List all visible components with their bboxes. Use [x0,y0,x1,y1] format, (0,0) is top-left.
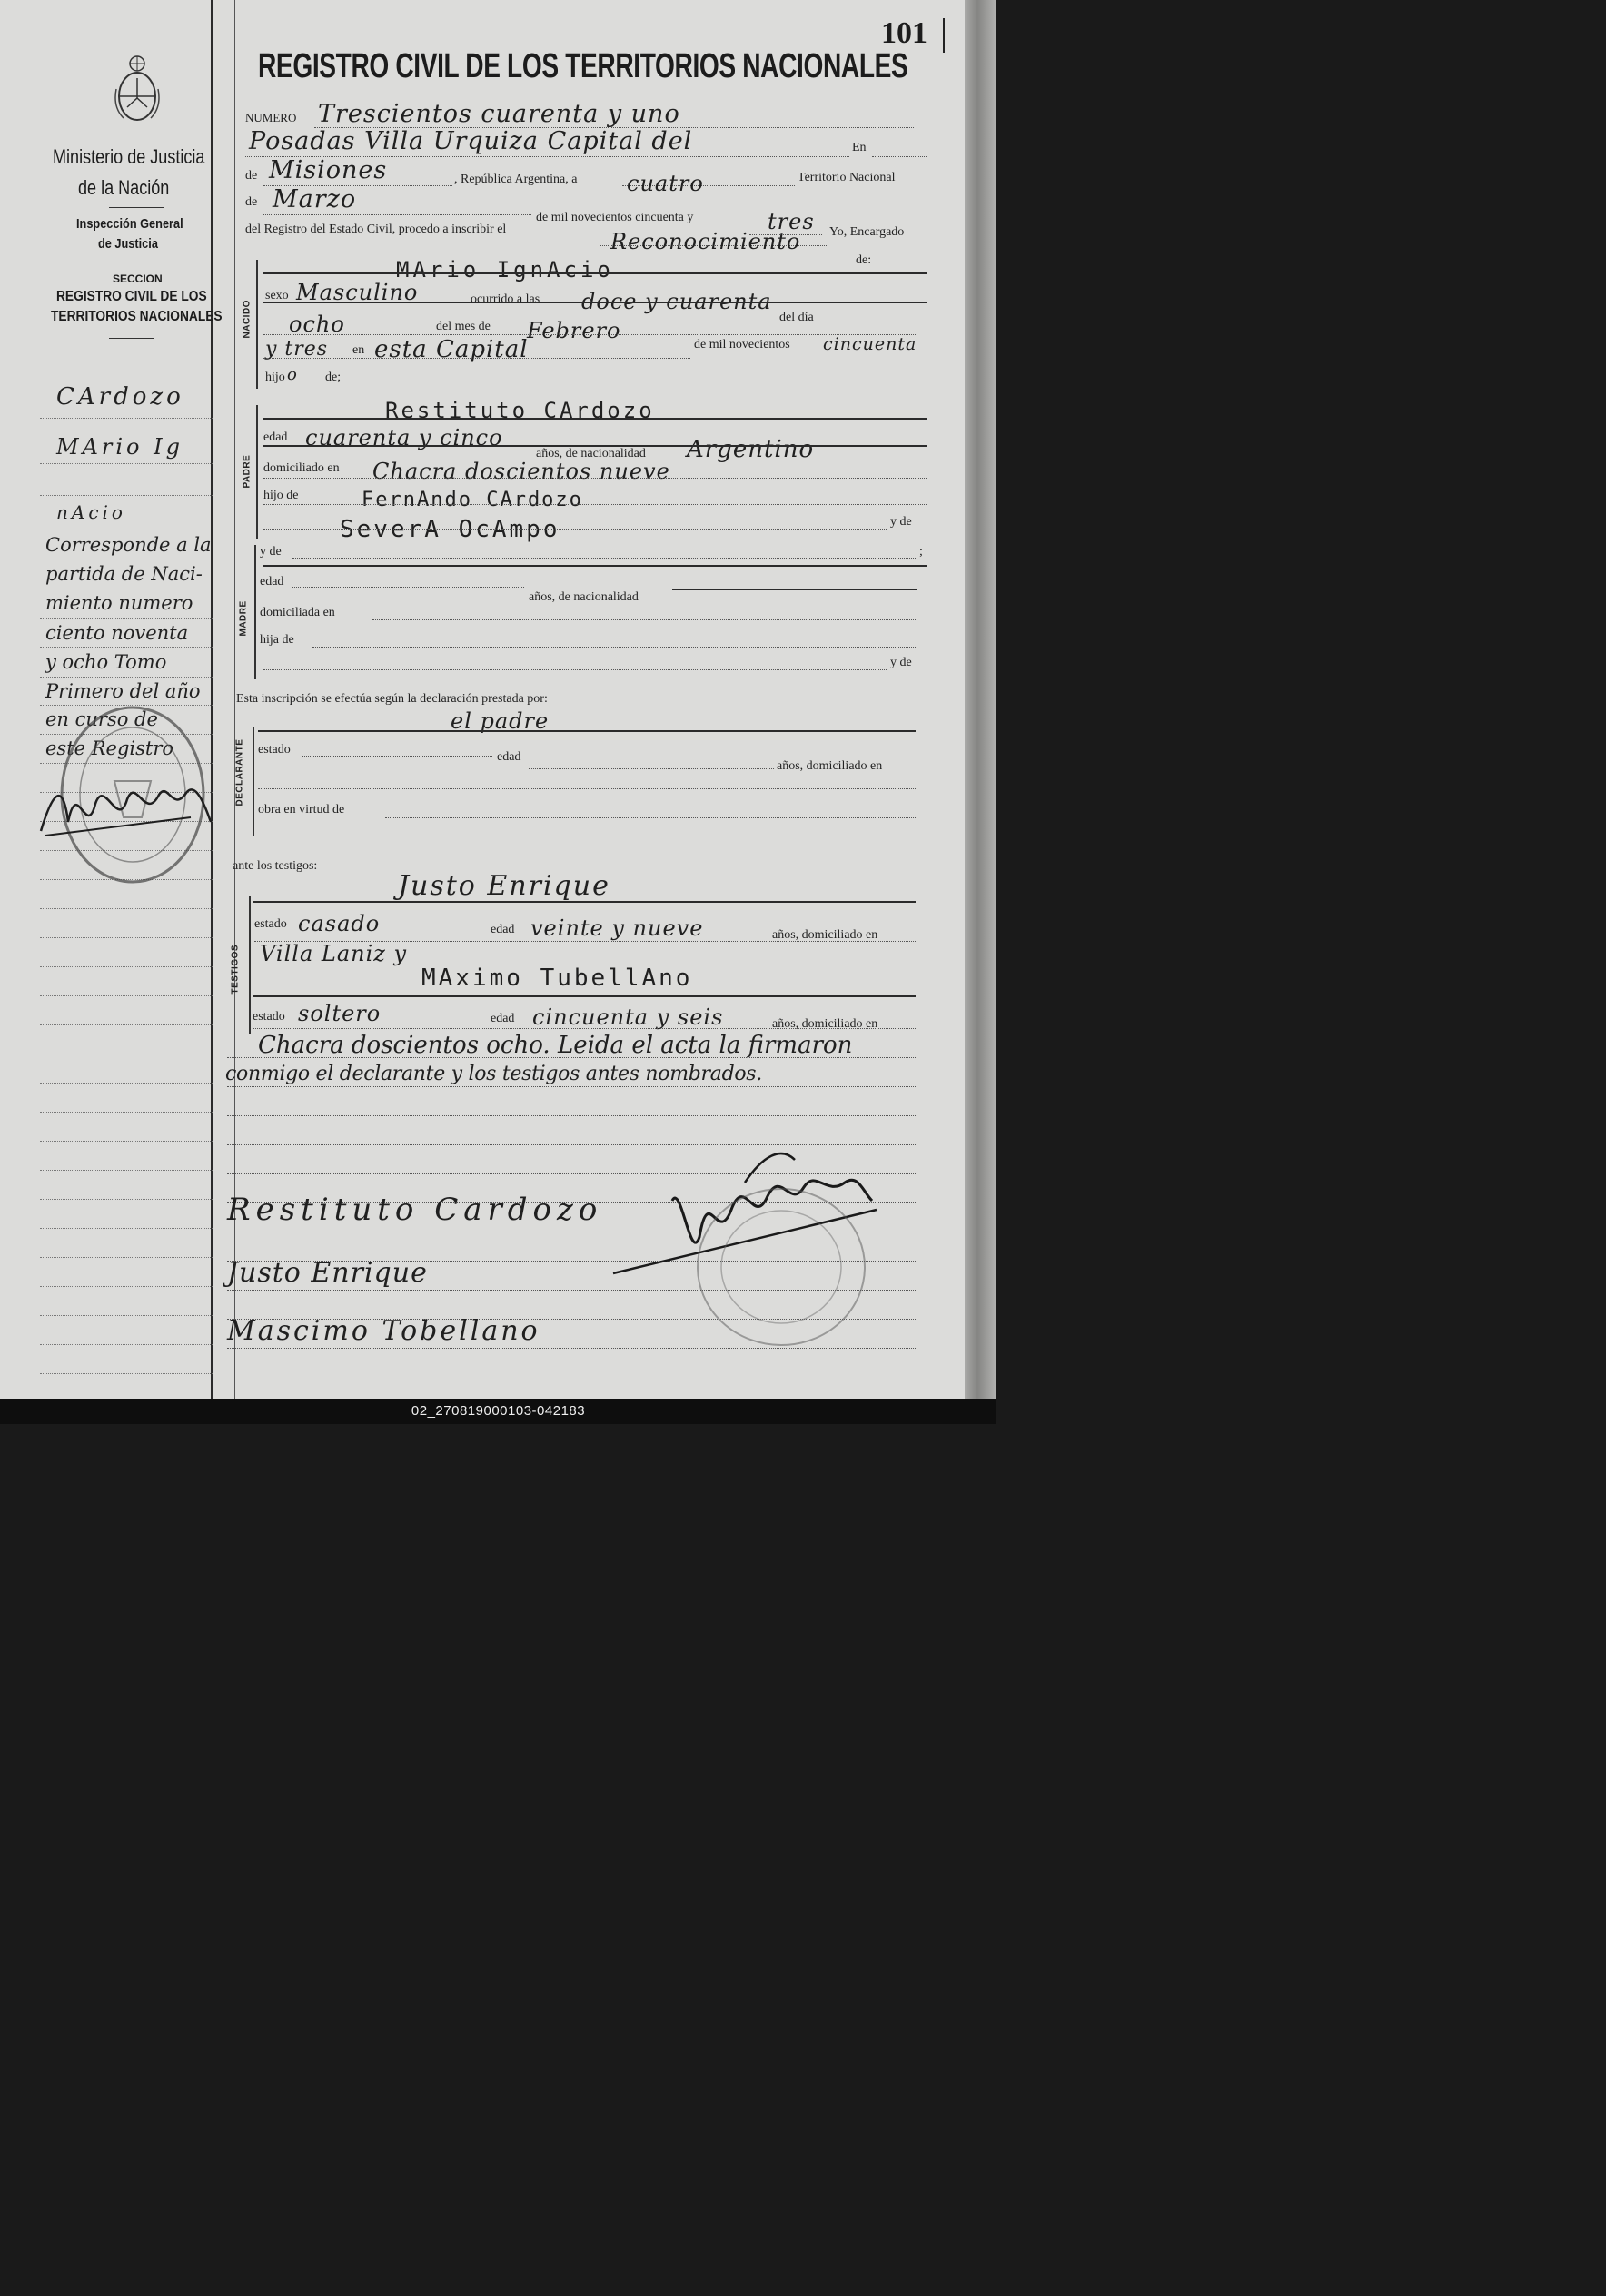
margin-name-cont: nAcio [56,501,126,523]
margin-note-line: en curso de [45,708,158,730]
label-edad: edad [491,1012,515,1025]
margin-surname: CArdozo [56,383,184,411]
field-line [263,272,927,274]
label-yo-encargado: Yo, Encargado [829,225,905,239]
field-line [227,1086,917,1087]
label-y-de: y de [890,656,912,669]
label-declaracion: Esta inscripción se efectúa según la declaración prestada por: [236,692,548,706]
registry-line-1: REGISTRO CIVIL DE LOS [56,289,207,304]
section-label: SECCION [113,272,163,285]
ministry-line-1: Ministerio de Justicia [53,145,205,168]
field-line [253,901,916,903]
label-estado: estado [258,743,291,757]
field-line [258,788,916,789]
field-birth-place: esta Capital [374,336,529,363]
page-edge [965,0,996,1399]
field-witness1-dom: Villa Laniz y [260,941,408,966]
label-del-mes: del mes de [436,320,491,333]
margin-rule-inner [234,0,235,1399]
field-line [302,756,492,757]
section-bracket [256,260,258,389]
label-de: de [245,169,258,183]
label-de-semi: de; [325,371,342,384]
label-anos-nac: años, de nacionalidad [529,590,639,604]
label-anos-domiciliado: años, domiciliado en [772,928,878,942]
field-line [372,619,917,620]
field-line [292,587,524,588]
official-stamp-icon [690,1181,872,1353]
field-witness1-state: casado [298,911,381,936]
field-act: Reconocimiento [610,229,801,254]
label-hija-de: hija de [260,633,294,647]
closing-line-2: conmigo el declarante y los testigos antes nombrados. [225,1063,762,1085]
field-father-nat: Argentino [687,436,815,463]
field-witness2-state: soltero [298,1001,382,1026]
side-tag-padre: PADRE [242,454,253,489]
label-testigos: ante los testigos: [233,859,318,873]
label-y-de: y de [260,545,282,559]
field-line [872,156,927,157]
field-day: cuatro [627,171,704,196]
label-en: en [352,343,365,357]
field-line [263,334,917,335]
label-anos-domiciliado: años, domiciliado en [772,1017,878,1031]
field-birth-month: Febrero [527,318,621,343]
label-estado: estado [253,1010,285,1024]
field-father-parent2: SeverA OcAmpo [340,516,560,543]
label-hijo: hijo [265,371,285,384]
field-line [263,669,887,670]
label-obra: obra en virtud de [258,803,345,816]
field-witness1-age: veinte y nueve [530,915,704,941]
inspection-line-1: Inspección General [76,216,183,232]
side-tag-declarante: DECLARANTE [234,738,245,807]
field-father-name: Restituto CArdozo [385,398,655,423]
image-code: 02_270819000103-042183 [0,1399,996,1424]
field-name: MArio IgnAcio [396,257,614,282]
label-de: de [245,195,258,209]
side-tag-nacido: NACIDO [242,300,253,339]
field-hour: doce y cuarenta [581,289,772,314]
signature-witness-1: Justo Enrique [227,1257,428,1289]
field-line [263,418,927,420]
field-father-age: cuarenta y cinco [305,425,503,450]
label-edad: edad [263,430,288,444]
margin-note-line: Primero del año [45,680,201,702]
coat-of-arms-icon [111,53,164,125]
side-tag-testigos: TESTIGOS [230,944,241,995]
closing-line-1: Chacra doscientos ocho. Leida el acta la firmaron [258,1032,853,1059]
side-tag-madre: MADRE [238,600,249,637]
margin-note-line: miento numero [45,592,193,614]
label-del-dia: del día [779,311,814,324]
label-republica: , República Argentina, a [454,173,578,186]
inspection-line-2: de Justicia [98,236,158,252]
field-line [263,358,690,359]
margin-signature-icon [36,767,218,849]
label-domiciliada-en: domiciliada en [260,606,335,619]
margin-note-line: Corresponde a la [45,534,212,556]
field-numero: Trescientos cuarenta y uno [318,100,680,128]
signature-father: Restituto Cardozo [227,1192,603,1228]
label-anos-domiciliado: años, domiciliado en [777,759,883,773]
field-place: Posadas Villa Urquiza Capital del [249,127,693,155]
field-birth-year-a: cincuenta [823,334,917,354]
field-sex: Masculino [296,280,419,305]
field-line [227,1057,917,1058]
field-father-dom: Chacra doscientos nueve [372,459,670,484]
page-number-rule [943,18,945,53]
field-line [263,565,927,567]
margin-note-line: partida de Naci- [45,563,203,585]
field-declarant: el padre [451,708,550,734]
field-month: Marzo [273,185,357,213]
document-title: REGISTRO CIVIL DE LOS TERRITORIOS NACIONALES [258,47,908,85]
margin-note-line: ciento noventa [45,622,189,644]
label-sexo: sexo [265,289,289,302]
field-witness1-name: Justo Enrique [398,870,610,902]
ministry-line-2: de la Nación [78,176,170,199]
page-number: 101 [881,16,927,50]
field-hijo-suffix: o [287,365,298,384]
label-edad: edad [260,575,284,589]
margin-note-line: este Registro [45,737,174,759]
registry-line-2: TERRITORIOS NACIONALES [51,309,223,324]
field-line [258,730,916,732]
field-line [263,302,927,303]
field-territory: Misiones [269,156,388,184]
label-estado: estado [254,917,287,931]
field-line [672,589,917,590]
field-line [263,504,927,505]
divider [109,207,164,208]
label-edad: edad [497,750,521,764]
section-bracket [249,896,251,1034]
field-birth-day: ocho [289,312,345,337]
label-del-registro: del Registro del Estado Civil, procedo a inscribir el [245,223,507,236]
label-domiciliado-en: domiciliado en [263,461,340,475]
signature-witness-2: Mascimo Tobellano [227,1315,540,1347]
label-de-mil: de mil novecientos cincuenta y [536,211,694,224]
field-father-parent1: FernAndo CArdozo [362,489,583,511]
label-de-colon: de: [856,253,872,267]
field-witness2-name: MAximo TubellAno [421,965,693,992]
label-semicolon: ; [919,545,923,559]
field-line [263,529,887,530]
field-line [263,478,927,479]
label-ocurrido: ocurrido a las [471,292,540,306]
label-de-mil-nov: de mil novecientos [694,338,790,351]
label-hijo-de: hijo de [263,489,299,502]
field-line [312,647,917,648]
label-territorio: Territorio Nacional [798,171,896,184]
margin-note-line: y ocho Tomo [45,651,167,673]
label-anos-nac: años, de nacionalidad [536,447,646,460]
label-y-de: y de [890,515,912,529]
label-numero: NUMERO [245,111,297,124]
label-en: En [852,141,867,154]
label-edad: edad [491,923,515,936]
section-bracket [253,727,254,836]
field-birth-year-b: y tres [265,338,329,361]
section-bracket [254,545,256,679]
field-line [385,817,916,818]
field-witness2-age: cincuenta y seis [532,1004,724,1030]
field-line [529,768,774,769]
field-line [253,995,916,997]
field-line [263,214,531,215]
field-year: tres [768,209,815,234]
margin-name: MArio Ig [56,434,183,460]
divider [109,338,154,339]
field-line [253,1028,916,1029]
field-line [292,558,916,559]
field-line [263,445,927,447]
section-bracket [256,405,258,539]
